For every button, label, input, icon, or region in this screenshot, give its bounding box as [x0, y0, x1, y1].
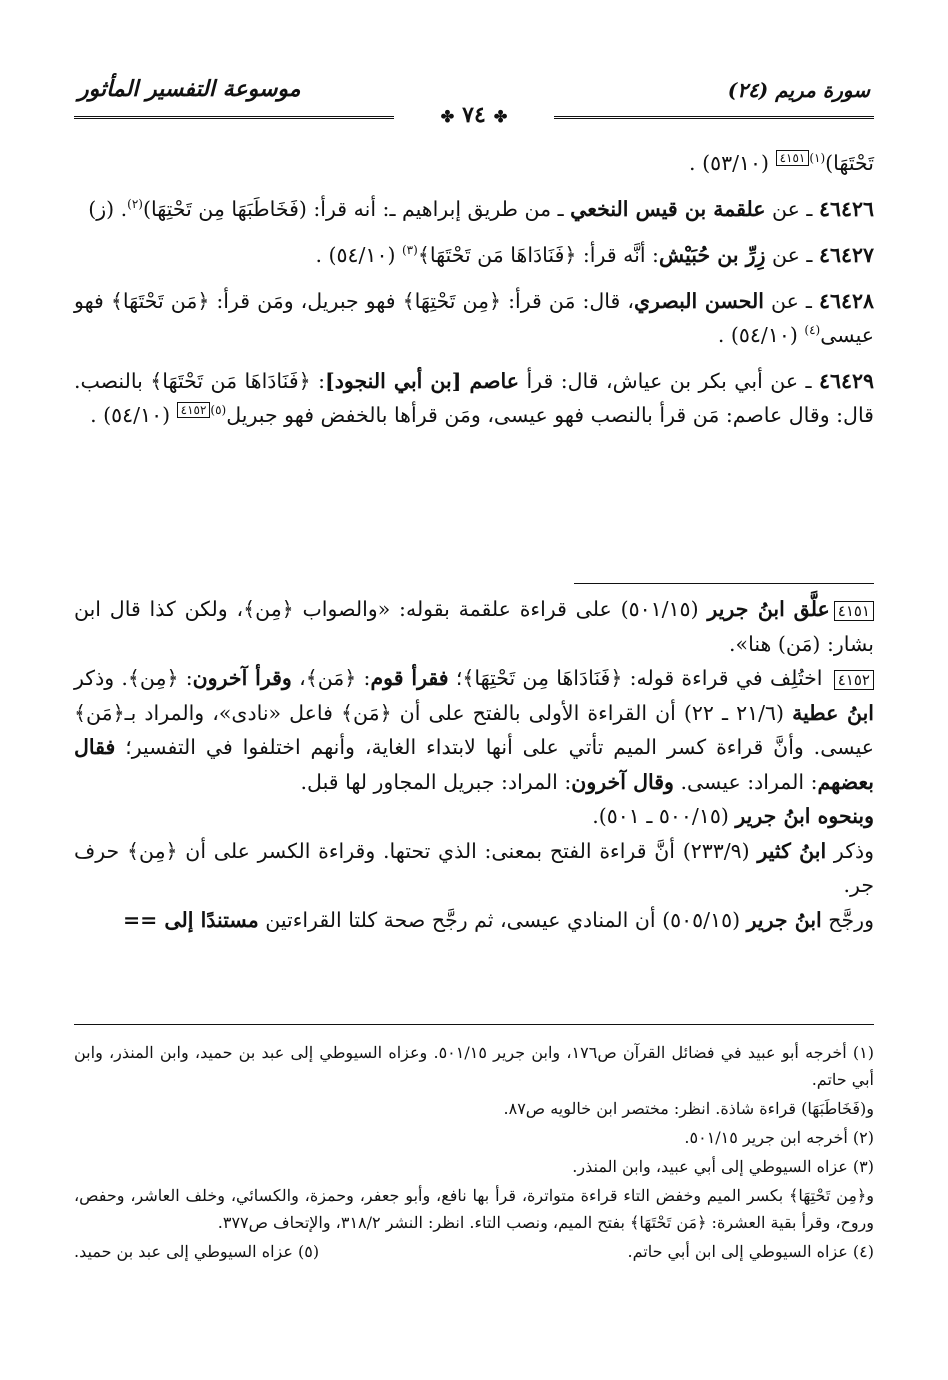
- commentary-note: ٤١٥٢ اختُلِف في قراءة قوله: ﴿فَنَادَاهَا مِن تَحْتِهَا﴾؛ فقرأ قوم: ﴿مَن﴾، وقرأ آخرون: ﴿مِن﴾. وذكر ابنُ عطية (٢١/٦ ـ ٢٢) أن القراءة الأولى بالفتح على أن ﴿مَن﴾ فاعل «نادى»، والمراد بـ﴿مَن﴾ عيسى. وأنَّ قراءة كسر الميم تأتي على أنها لابتداء الغاية، وأنهم اختلفوا في التفسير؛ فقال بعضهم: المراد: عيسى. وقال آخرون: المراد: جبريل المجاور لها قبل.: [74, 666, 875, 794]
- page-number-block: [433, 102, 515, 128]
- commentary-number-box: ٤١٥١: [834, 601, 874, 621]
- scholar-name: ابنُ جرير: [746, 907, 822, 932]
- footnote-row: [74, 1238, 874, 1265]
- narrator-name: علقمة بن قيس النخعي: [570, 197, 766, 221]
- source-reference: . (٥٣/١٠): [689, 151, 770, 175]
- narration-entry: ٤٦٤٢٨ ـ عن الحسن البصري، قال: مَن قرأ: ﴿مِن تَحْتِهَا﴾ فهو جبريل، ومَن قرأ: ﴿مَن تَحْتَهَا﴾ فهو عيسى$^{(٤)}$ . (٥٤/١٠): [74, 284, 874, 352]
- narrator-name: زِرِّ بن حُبَيْش: [658, 243, 766, 267]
- scholar-name: ابنُ جرير: [707, 597, 785, 621]
- commentary-paragraph: وبنحوه ابنُ جرير (٥٠٠/١٥ ـ ٥٠١).: [592, 804, 874, 828]
- footnote-marker: (٥): [210, 403, 227, 418]
- footnote: و﴿مِن تَحْتِهَا﴾ بكسر الميم وخفض التاء قراءة متواترة، قرأ بها نافع، وأبو جعفر، وحمزة، والكسائي، وخلف العاشر، وحفص، وروح، وقرأ بقية العشرة: ﴿مَن تَحْتَهَا﴾ بفتح الميم، ونصب التاء. انظر: النشر ٣١٨/٢، والإتحاف ص٣٧٧.: [74, 1186, 874, 1232]
- footnote: (٥) عزاه السيوطي إلى عبد بن حميد.: [74, 1242, 320, 1261]
- main-text: [74, 146, 874, 444]
- page-header: [74, 72, 874, 128]
- narrator-name: عاصم [بن أبي النجود]: [325, 369, 520, 393]
- scholar-name: ابنُ عطية: [792, 700, 875, 725]
- commentary-ref-box: ٤١٥١: [776, 150, 810, 166]
- narration-number: ٤٦٤٢٦: [818, 197, 874, 221]
- commentary-paragraph: وذكر ابنُ كثير (٢٣٣/٩) أنَّ قراءة الفتح بمعنى: الذي تحتها. وقراءة الكسر على أن ﴿مِن﴾ حرف جر.: [74, 838, 875, 897]
- surah-title: سورة مريم (٢٤): [727, 78, 870, 102]
- page-number: ٧٤: [462, 102, 486, 128]
- separator-line: [574, 583, 874, 584]
- page: [74, 0, 874, 1380]
- book-title: موسوعة التفسير المأثور: [78, 76, 301, 102]
- scholar-name: ابنُ كثير: [757, 838, 827, 863]
- ornament-icon: ✤: [493, 107, 508, 126]
- scholar-name: وبنحوه ابنُ جرير: [735, 804, 874, 828]
- footnote-marker: (٤): [804, 323, 821, 338]
- narrator-name: الحسن البصري: [633, 289, 764, 313]
- footnote-marker: (٣): [401, 243, 418, 258]
- footnote-marker: (٢): [127, 197, 143, 212]
- commentary-note: ٤١٥١علَّق ابنُ جرير (٥٠١/١٥) على قراءة علقمة بقوله: «والصواب ﴿مِن﴾، ولكن كذا قال ابن بشار: (مَن) هنا».: [74, 597, 874, 656]
- footnote-marker: (١): [809, 151, 826, 166]
- footnote: (٢) أخرجه ابن جرير ٥٠١/١٥.: [684, 1128, 874, 1147]
- footnotes-section: [74, 1024, 874, 1265]
- header-rule-left: [74, 116, 394, 119]
- narration-entry: ٤٦٤٢٩ ـ عن أبي بكر بن عياش، قال: قرأ عاصم [بن أبي النجود]: ﴿فَنَادَاهَا مَن تَحْتَهَا﴾ بالنصب. قال: وقال عاصم: مَن قرأ بالنصب فهو عيسى، ومَن قرأها بالخفض فهو جبريل$^{(٥)}$٤١٥٢ . (٥٤/١٠): [74, 364, 874, 432]
- header-rule-right: [554, 116, 874, 119]
- narration-number: ٤٦٤٢٨: [818, 289, 874, 313]
- narration-number: ٤٦٤٢٧: [818, 243, 874, 267]
- commentary-section: [74, 583, 874, 937]
- footnote: (١) أخرجه أبو عبيد في فضائل القرآن ص١٧٦، وابن جرير ٥٠١/١٥. وعزاه السيوطي إلى عبد بن حميد، وابن المنذر، وابن أبي حاتم.: [74, 1043, 875, 1089]
- source-reference: . (٥٤/١٠): [315, 243, 396, 267]
- commentary-ref-box: ٤١٥٢: [177, 402, 211, 418]
- source-reference: . (٥٤/١٠): [717, 323, 798, 347]
- narration-entry: ٤٦٤٢٧ ـ عن زِرِّ بن حُبَيْش: أنَّه قرأ: ﴿فَنَادَاهَا مَن تَحْتَهَا﴾$^{(٣)}$ . (٥٤/١٠): [74, 238, 874, 272]
- footnote: (٣) عزاه السيوطي إلى أبي عبيد، وابن المنذر.: [572, 1157, 874, 1176]
- footnote: و(فَخَاطَبَهَا) قراءة شاذة. انظر: مختصر ابن خالويه ص٨٧.: [503, 1099, 874, 1118]
- commentary-paragraph: ورجَّح ابنُ جرير (٥٠٥/١٥) أن المنادي عيسى، ثم رجَّح صحة كلتا القراءتين مستندًا إلى ==: [122, 907, 874, 932]
- ornament-icon: ✤: [440, 107, 455, 126]
- narration-number: ٤٦٤٢٩: [818, 369, 875, 393]
- footnote: (٤) عزاه السيوطي إلى ابن أبي حاتم.: [627, 1242, 874, 1261]
- source-reference: . (٥٤/١٠): [90, 403, 171, 427]
- narration-entry: ٤٦٤٢٦ ـ عن علقمة بن قيس النخعي ـ من طريق إبراهيم ـ: أنه قرأ: (فَخَاطَبَهَا مِن تَحْتِهَا)$^{(٢)}$. (ز): [88, 197, 874, 221]
- footnote-separator: [74, 1024, 874, 1025]
- commentary-number-box: ٤١٥٢: [834, 670, 874, 690]
- entry-continuation: تَحْتَهَا)$^{(١)}$٤١٥١ . (٥٣/١٠): [74, 146, 874, 180]
